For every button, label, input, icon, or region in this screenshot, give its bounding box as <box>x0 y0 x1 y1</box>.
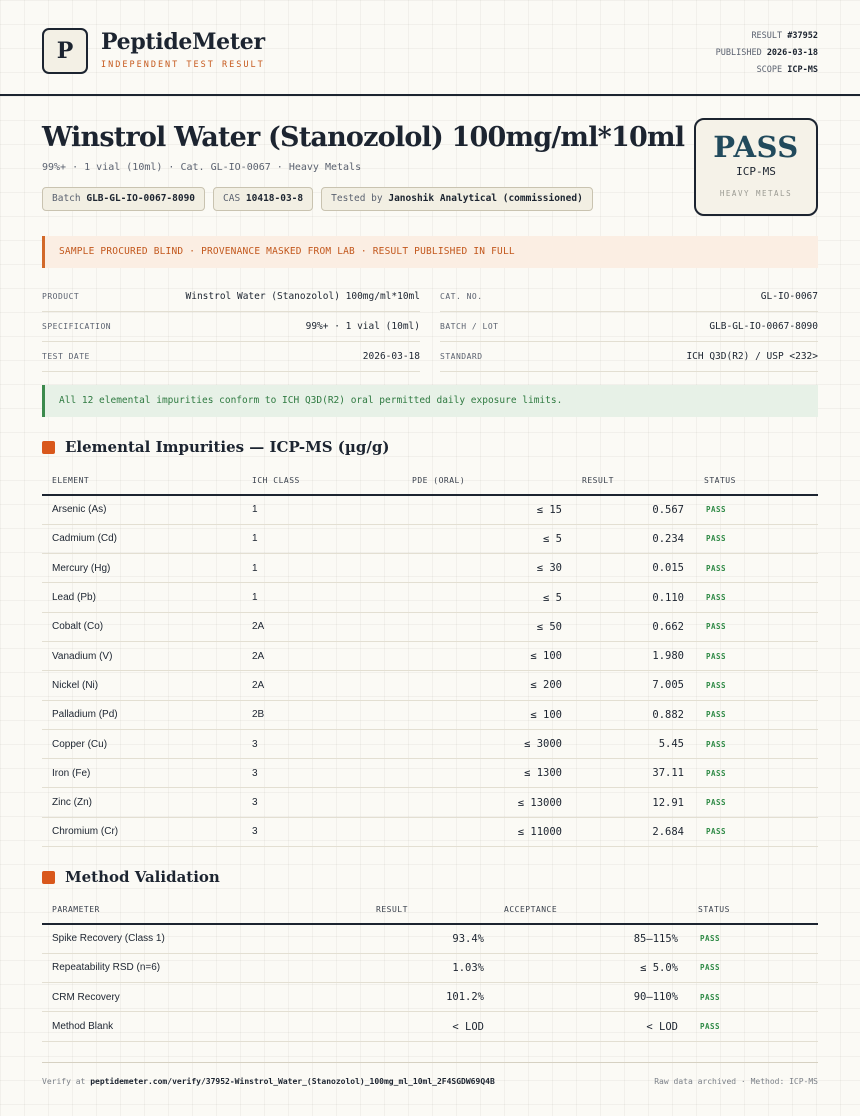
table-header-row <box>42 467 818 495</box>
acceptance-cell: 85–115% <box>494 924 688 953</box>
result-cell: 0.234 <box>572 524 694 553</box>
result-cell: 1.980 <box>572 641 694 670</box>
logo <box>42 28 88 74</box>
ich-class-cell: 1 <box>242 583 402 612</box>
ich-class-cell: 3 <box>242 729 402 758</box>
table-row <box>42 612 818 641</box>
conformance-banner: All 12 elemental impurities conform to ICH Q3D(R2) oral permitted daily exposure limits. <box>42 385 818 417</box>
status-badge: PASS <box>694 729 818 758</box>
table-row <box>42 554 818 583</box>
pde-cell: ≤ 50 <box>402 612 572 641</box>
info-row <box>42 282 818 312</box>
stamp-verdict: PASS <box>713 130 799 164</box>
info-grid <box>42 282 818 372</box>
result-cell: 0.662 <box>572 612 694 641</box>
logo-letter: P <box>56 38 74 64</box>
element-cell: Chromium (Cr) <box>42 817 242 846</box>
ich-class-cell: 3 <box>242 817 402 846</box>
verify-line: Verify at peptidemeter.com/verify/37952-Winstrol_Water_(Stanozolol)_100mg_ml_10ml_2F4SGDW69Q4B <box>42 1077 495 1086</box>
info-batch-lot: BATCH / LOT GLB-GL-IO-0067-8090 <box>440 312 818 342</box>
brand-name: PeptideMeter <box>101 29 265 55</box>
status-badge: PASS <box>694 759 818 788</box>
pde-cell: ≤ 100 <box>402 700 572 729</box>
pde-cell: ≤ 5 <box>402 583 572 612</box>
table-row <box>42 953 818 982</box>
col-element: ELEMENT <box>42 467 242 495</box>
col-pde: PDE (ORAL) <box>402 467 572 495</box>
status-badge: PASS <box>694 700 818 729</box>
ich-class-cell: 2B <box>242 700 402 729</box>
pde-cell: ≤ 200 <box>402 671 572 700</box>
element-cell: Nickel (Ni) <box>42 671 242 700</box>
pde-cell: ≤ 5 <box>402 524 572 553</box>
impurities-heading <box>42 438 389 456</box>
table-row <box>42 1012 818 1041</box>
result-cell: 2.684 <box>572 817 694 846</box>
result-cell: 0.015 <box>572 554 694 583</box>
table-row <box>42 924 818 953</box>
product-subtitle: 99%+ · 1 vial (10ml) · Cat. GL-IO-0067 · Heavy Metals <box>42 162 362 173</box>
result-cell: 0.882 <box>572 700 694 729</box>
result-cell: 1.03% <box>366 953 494 982</box>
info-standard: STANDARD ICH Q3D(R2) / USP <232> <box>440 342 818 372</box>
col-acceptance: ACCEPTANCE <box>494 896 688 924</box>
validation-body <box>42 924 818 1041</box>
section-marker-icon <box>42 441 55 454</box>
stamp-category: HEAVY METALS <box>719 189 793 198</box>
table-row <box>42 729 818 758</box>
result-cell: 37.11 <box>572 759 694 788</box>
procurement-notice: SAMPLE PROCURED BLIND · PROVENANCE MASKED FROM LAB · RESULT PUBLISHED IN FULL <box>42 236 818 268</box>
pde-cell: ≤ 3000 <box>402 729 572 758</box>
section-marker-icon <box>42 871 55 884</box>
table-row <box>42 641 818 670</box>
pde-cell: ≤ 100 <box>402 641 572 670</box>
col-result: RESULT <box>572 467 694 495</box>
element-cell: Zinc (Zn) <box>42 788 242 817</box>
info-test-date: TEST DATE 2026-03-18 <box>42 342 420 372</box>
archive-note: Raw data archived · Method: ICP-MS <box>654 1077 818 1086</box>
col-status: STATUS <box>688 896 818 924</box>
parameter-cell: Method Blank <box>42 1012 366 1041</box>
table-row <box>42 817 818 846</box>
result-cell: 0.567 <box>572 495 694 524</box>
meta-result: RESULT #37952 <box>751 31 818 41</box>
meta-published: PUBLISHED 2026-03-18 <box>715 48 818 58</box>
result-cell: 0.110 <box>572 583 694 612</box>
parameter-cell: Repeatability RSD (n=6) <box>42 953 366 982</box>
status-badge: PASS <box>694 817 818 846</box>
acceptance-cell: 90–110% <box>494 983 688 1012</box>
ich-class-cell: 3 <box>242 759 402 788</box>
info-product: PRODUCT Winstrol Water (Stanozolol) 100mg/ml*10ml <box>42 282 420 312</box>
acceptance-cell: < LOD <box>494 1012 688 1041</box>
ich-class-cell: 1 <box>242 524 402 553</box>
report-footer <box>42 1062 818 1086</box>
brand-tagline: INDEPENDENT TEST RESULT <box>101 60 265 70</box>
validation-heading <box>42 868 220 886</box>
ich-class-cell: 3 <box>242 788 402 817</box>
element-cell: Cadmium (Cd) <box>42 524 242 553</box>
pde-cell: ≤ 30 <box>402 554 572 583</box>
element-cell: Iron (Fe) <box>42 759 242 788</box>
validation-title: Method Validation <box>65 868 220 886</box>
status-badge: PASS <box>688 924 818 953</box>
pde-cell: ≤ 1300 <box>402 759 572 788</box>
col-status: STATUS <box>694 467 818 495</box>
product-title: Winstrol Water (Stanozolol) 100mg/ml*10ml <box>42 122 685 153</box>
col-ich-class: ICH CLASS <box>242 467 402 495</box>
table-row <box>42 700 818 729</box>
cas-chip: CAS 10418-03-8 <box>213 187 313 211</box>
meta-scope: SCOPE ICP-MS <box>756 65 818 75</box>
element-cell: Vanadium (V) <box>42 641 242 670</box>
impurities-table <box>42 467 818 847</box>
element-cell: Mercury (Hg) <box>42 554 242 583</box>
element-cell: Arsenic (As) <box>42 495 242 524</box>
table-row <box>42 759 818 788</box>
element-cell: Copper (Cu) <box>42 729 242 758</box>
batch-chip: Batch GLB-GL-IO-0067-8090 <box>42 187 205 211</box>
info-row <box>42 342 818 372</box>
parameter-cell: Spike Recovery (Class 1) <box>42 924 366 953</box>
ich-class-cell: 1 <box>242 495 402 524</box>
verify-link[interactable]: peptidemeter.com/verify/37952-Winstrol_Water_(Stanozolol)_100mg_ml_10ml_2F4SGDW69Q4B <box>90 1077 495 1086</box>
table-row <box>42 495 818 524</box>
result-cell: 93.4% <box>366 924 494 953</box>
pass-stamp <box>694 118 818 216</box>
table-row <box>42 671 818 700</box>
status-badge: PASS <box>694 612 818 641</box>
result-cell: < LOD <box>366 1012 494 1041</box>
parameter-cell: CRM Recovery <box>42 983 366 1012</box>
status-badge: PASS <box>688 983 818 1012</box>
ich-class-cell: 2A <box>242 671 402 700</box>
validation-table <box>42 896 818 1042</box>
element-cell: Lead (Pb) <box>42 583 242 612</box>
table-row <box>42 983 818 1012</box>
pde-cell: ≤ 13000 <box>402 788 572 817</box>
col-parameter: PARAMETER <box>42 896 366 924</box>
col-result: RESULT <box>366 896 494 924</box>
status-badge: PASS <box>694 554 818 583</box>
status-badge: PASS <box>694 788 818 817</box>
table-row <box>42 583 818 612</box>
result-cell: 12.91 <box>572 788 694 817</box>
result-cell: 101.2% <box>366 983 494 1012</box>
impurities-body <box>42 495 818 847</box>
status-badge: PASS <box>694 641 818 670</box>
ich-class-cell: 2A <box>242 612 402 641</box>
report-header <box>0 0 860 96</box>
status-badge: PASS <box>694 671 818 700</box>
table-row <box>42 524 818 553</box>
ich-class-cell: 2A <box>242 641 402 670</box>
stamp-method: ICP-MS <box>736 165 776 178</box>
info-specification: SPECIFICATION 99%+ · 1 vial (10ml) <box>42 312 420 342</box>
status-badge: PASS <box>688 1012 818 1041</box>
product-chips <box>42 187 593 211</box>
table-row <box>42 788 818 817</box>
result-cell: 5.45 <box>572 729 694 758</box>
ich-class-cell: 1 <box>242 554 402 583</box>
info-row <box>42 312 818 342</box>
result-cell: 7.005 <box>572 671 694 700</box>
pde-cell: ≤ 15 <box>402 495 572 524</box>
status-badge: PASS <box>694 524 818 553</box>
acceptance-cell: ≤ 5.0% <box>494 953 688 982</box>
status-badge: PASS <box>688 953 818 982</box>
status-badge: PASS <box>694 495 818 524</box>
element-cell: Palladium (Pd) <box>42 700 242 729</box>
result-meta <box>716 28 818 79</box>
pde-cell: ≤ 11000 <box>402 817 572 846</box>
tested-by-chip: Tested by Janoshik Analytical (commissioned) <box>321 187 593 211</box>
info-cat-no: CAT. NO. GL-IO-0067 <box>440 282 818 312</box>
status-badge: PASS <box>694 583 818 612</box>
impurities-title: Elemental Impurities — ICP-MS (µg/g) <box>65 438 390 456</box>
table-header-row <box>42 896 818 924</box>
element-cell: Cobalt (Co) <box>42 612 242 641</box>
